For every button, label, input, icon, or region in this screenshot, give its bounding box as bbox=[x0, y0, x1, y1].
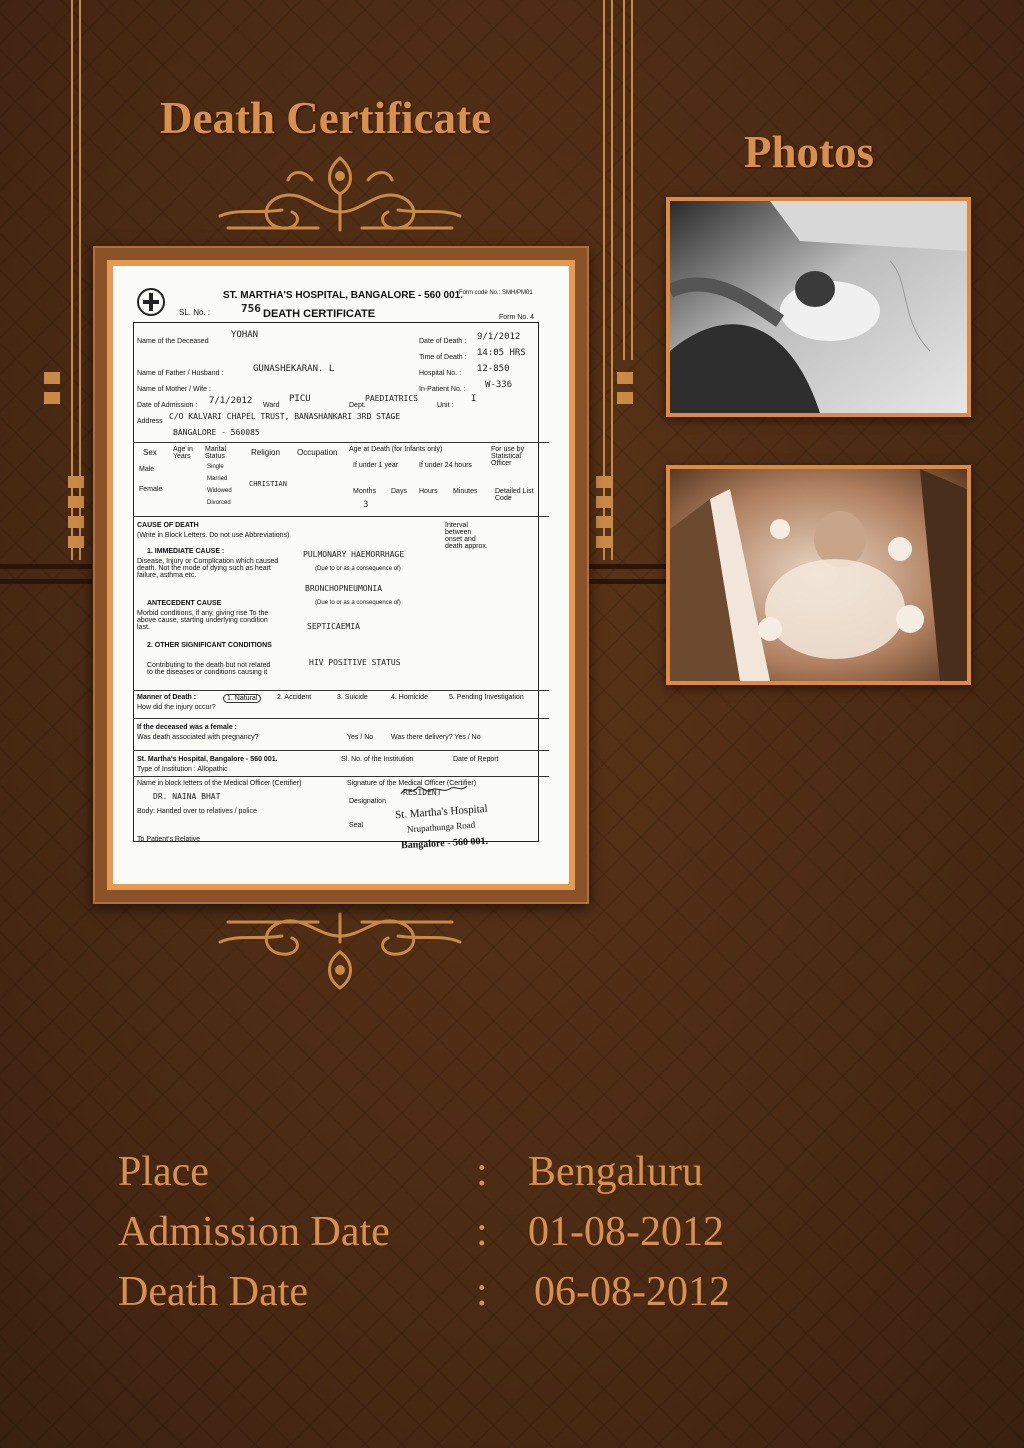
rule-institution-top bbox=[133, 750, 549, 751]
antecedent-label: ANTECEDENT CAUSE bbox=[147, 600, 222, 607]
address-line-2: BANGALORE - 560085 bbox=[173, 428, 260, 437]
hospital-logo-icon bbox=[135, 286, 167, 318]
interval-label: Interval between onset and death approx. bbox=[445, 522, 488, 550]
hospital-no-label: Hospital No. : bbox=[419, 370, 462, 377]
rule-officer-top bbox=[133, 776, 549, 777]
antecedent-desc: Morbid conditions, if any, giving rise To the above cause, starting underlying condition last. bbox=[137, 610, 269, 631]
sl-institution: Sl. No. of the Institution bbox=[341, 756, 414, 763]
dept-value: PAEDIATRICS bbox=[365, 394, 418, 403]
form-no: Form No. 4 bbox=[499, 314, 535, 321]
hospital-name: ST. MARTHA'S HOSPITAL, BANGALORE - 560 001. bbox=[223, 290, 464, 301]
pregnancy-yes-no: Yes / No bbox=[347, 734, 374, 741]
other-value: HIV POSITIVE STATUS bbox=[309, 658, 401, 667]
deceased-label: Name of the Deceased bbox=[137, 338, 209, 345]
admission-date-colon: : bbox=[476, 1209, 488, 1255]
pregnancy-question: Was death associated with pregnancy? bbox=[137, 734, 259, 741]
date-of-report: Date of Report bbox=[453, 756, 499, 763]
death-date-label: Death Date bbox=[118, 1269, 309, 1315]
designation-label: Designation bbox=[349, 798, 386, 805]
cause-c-value: SEPTICAEMIA bbox=[307, 622, 360, 631]
place-value: Bengaluru bbox=[528, 1149, 703, 1195]
cert-body-box bbox=[133, 322, 539, 842]
col-religion: Religion bbox=[251, 448, 280, 457]
institution-name: St. Martha's Hospital, Bangalore - 560 001. bbox=[137, 756, 278, 763]
col-occupation: Occupation bbox=[297, 448, 338, 457]
sl-label: SL. No. : bbox=[179, 308, 211, 317]
infant-hours: Hours bbox=[419, 488, 438, 495]
immediate-label: 1. IMMEDIATE CAUSE : bbox=[147, 548, 225, 555]
certificate-heading: DEATH CERTIFICATE bbox=[263, 308, 376, 320]
infant-days: Days bbox=[391, 488, 407, 495]
marital-single: Single bbox=[207, 464, 224, 470]
infant-minutes: Minutes bbox=[453, 488, 478, 495]
col-sex: Sex bbox=[143, 448, 157, 457]
decor-blocks-right-top bbox=[617, 372, 633, 412]
rule-demographics-bottom bbox=[133, 516, 549, 517]
admission-value: 7/1/2012 bbox=[209, 396, 253, 406]
body-handed: Body: Handed over to relatives / police bbox=[137, 808, 257, 815]
rule-manner-top bbox=[133, 690, 549, 691]
designation-value: RESIDENT bbox=[403, 788, 442, 797]
place-colon: : bbox=[476, 1149, 488, 1195]
sex-male: Male bbox=[139, 466, 155, 473]
death-date-colon: : bbox=[476, 1269, 488, 1315]
manner-pending: 5. Pending Investigation bbox=[449, 694, 524, 701]
manner-homicide: 4. Homicide bbox=[391, 694, 428, 701]
date-of-death-value: 9/1/2012 bbox=[477, 332, 521, 342]
ward-label: Ward bbox=[263, 402, 280, 409]
due-to-a: (Due to or as a consequence of) bbox=[315, 566, 401, 572]
ornament-bottom bbox=[208, 912, 472, 992]
unit-value: I bbox=[471, 394, 477, 404]
hospital-no-value: 12-850 bbox=[477, 364, 510, 374]
time-of-death-label: Time of Death : bbox=[419, 354, 467, 361]
photo-1 bbox=[670, 201, 967, 413]
ornament-top bbox=[208, 150, 472, 236]
place-label: Place bbox=[118, 1149, 209, 1195]
info-list bbox=[118, 1142, 730, 1322]
stamp-line-2: Nrupathunga Road bbox=[406, 819, 476, 835]
mother-label: Name of Mother / Wife : bbox=[137, 386, 211, 393]
admission-date-value: 01-08-2012 bbox=[528, 1209, 724, 1255]
cause-sub: (Write in Block Letters. Do not use Abbreviations) bbox=[137, 532, 290, 539]
address-label: Address bbox=[137, 418, 163, 425]
patient-relative: To Patient's Relative bbox=[137, 836, 201, 843]
certificate-document bbox=[113, 266, 569, 884]
col-age: Age in Years bbox=[173, 446, 193, 460]
unit-label: Unit : bbox=[437, 402, 454, 409]
inpatient-label: In-Patient No. : bbox=[419, 386, 466, 393]
ward-value: PICU bbox=[289, 394, 311, 404]
seal-label: Seal bbox=[349, 822, 364, 829]
admission-label: Date of Admission : bbox=[137, 402, 198, 409]
marital-married: Married bbox=[207, 476, 228, 482]
due-to-b: (Due to or as a consequence of) bbox=[315, 600, 401, 606]
form-code: Form code No.: SMH/PM01 bbox=[459, 290, 533, 296]
decor-blocks-left-top bbox=[44, 372, 60, 412]
infant-months: Months bbox=[353, 488, 376, 495]
col-marital: Marital Status bbox=[205, 446, 227, 460]
other-desc: Contributing to the death but not related to the diseases or conditions causing it bbox=[147, 662, 271, 676]
death-date-value: 06-08-2012 bbox=[534, 1269, 730, 1315]
info-row-place bbox=[118, 1142, 730, 1202]
female-label: If the deceased was a female : bbox=[137, 724, 237, 731]
col-statistical: For use by Statistical Officer bbox=[491, 446, 525, 467]
officer-value: DR. NAINA BHAT bbox=[153, 792, 221, 801]
stamp-line-3: Bangalore - 560 001. bbox=[400, 835, 489, 852]
sex-female: Female bbox=[139, 486, 163, 493]
rule-female-top bbox=[133, 718, 549, 719]
sl-number: 756 bbox=[241, 302, 261, 315]
marital-widowed: Widowed bbox=[207, 488, 232, 494]
father-label: Name of Father / Husband : bbox=[137, 370, 224, 377]
manner-label: Manner of Death : bbox=[137, 694, 197, 701]
signature-label: Signature of the Medical Officer (Certifier) bbox=[347, 780, 477, 787]
infant-under-24h: If under 24 hours bbox=[419, 462, 472, 469]
father-value: GUNASHEKARAN. L bbox=[253, 364, 335, 374]
decor-blocks-right-bottom bbox=[596, 476, 612, 556]
inpatient-value: W-336 bbox=[485, 380, 513, 390]
address-line-1: C/O KALVARI CHAPEL TRUST, BANASHANKARI 3RD STAGE bbox=[169, 412, 401, 421]
marital-divorced: Divorced bbox=[207, 500, 231, 506]
institution-type: Type of Institution : Allopathic bbox=[137, 766, 228, 773]
photos-title: Photos bbox=[744, 127, 875, 177]
manner-question: How did the injury occur? bbox=[137, 704, 216, 711]
date-of-death-label: Date of Death : bbox=[419, 338, 467, 345]
cause-b-value: BRONCHOPNEUMONIA bbox=[305, 584, 383, 593]
cause-a-value: PULMONARY HAEMORRHAGE bbox=[303, 550, 405, 559]
infant-under-year: If under 1 year bbox=[353, 462, 399, 469]
rule-demographics-top bbox=[133, 442, 549, 443]
detailed-list: Detailed List Code bbox=[495, 488, 534, 502]
dept-label: Dept. bbox=[349, 402, 366, 409]
info-row-admission bbox=[118, 1202, 730, 1262]
months-value: 3 bbox=[363, 500, 369, 510]
religion-value: CHRISTIAN bbox=[249, 480, 287, 488]
photo-2 bbox=[670, 469, 967, 681]
time-of-death-value: 14:05 HRS bbox=[477, 348, 526, 358]
other-label: 2. OTHER SIGNIFICANT CONDITIONS bbox=[147, 642, 272, 649]
deceased-value: YOHAN bbox=[231, 330, 259, 340]
photo-frame-1 bbox=[666, 197, 971, 417]
manner-natural: 1. Natural bbox=[223, 694, 261, 703]
certificate-title: Death Certificate bbox=[160, 93, 492, 143]
immediate-desc: Disease, Injury or Complication which caused death. Not the mode of dying such as heart failure, asthma etc. bbox=[137, 558, 279, 579]
officer-label: Name in block letters of the Medical Officer (Certifier) bbox=[137, 780, 302, 787]
cause-heading: CAUSE OF DEATH bbox=[137, 522, 199, 529]
decor-blocks-left-bottom bbox=[68, 476, 84, 556]
certificate-frame bbox=[93, 246, 589, 904]
info-row-death bbox=[118, 1262, 730, 1322]
admission-date-label: Admission Date bbox=[118, 1209, 390, 1255]
decor-hbar-left bbox=[0, 564, 92, 584]
decor-vline-right-2 bbox=[621, 0, 635, 360]
signature-scribble bbox=[399, 782, 469, 798]
delivery-question: Was there delivery? Yes / No bbox=[391, 734, 481, 741]
col-age-infant: Age at Death (for Infants only) bbox=[349, 446, 443, 453]
manner-accident: 2. Accident bbox=[277, 694, 312, 701]
photo-frame-2 bbox=[666, 465, 971, 685]
manner-suicide: 3. Suicide bbox=[337, 694, 368, 701]
decor-hbar-right bbox=[589, 564, 667, 584]
stamp-line-1: St. Martha's Hospital bbox=[394, 802, 489, 822]
